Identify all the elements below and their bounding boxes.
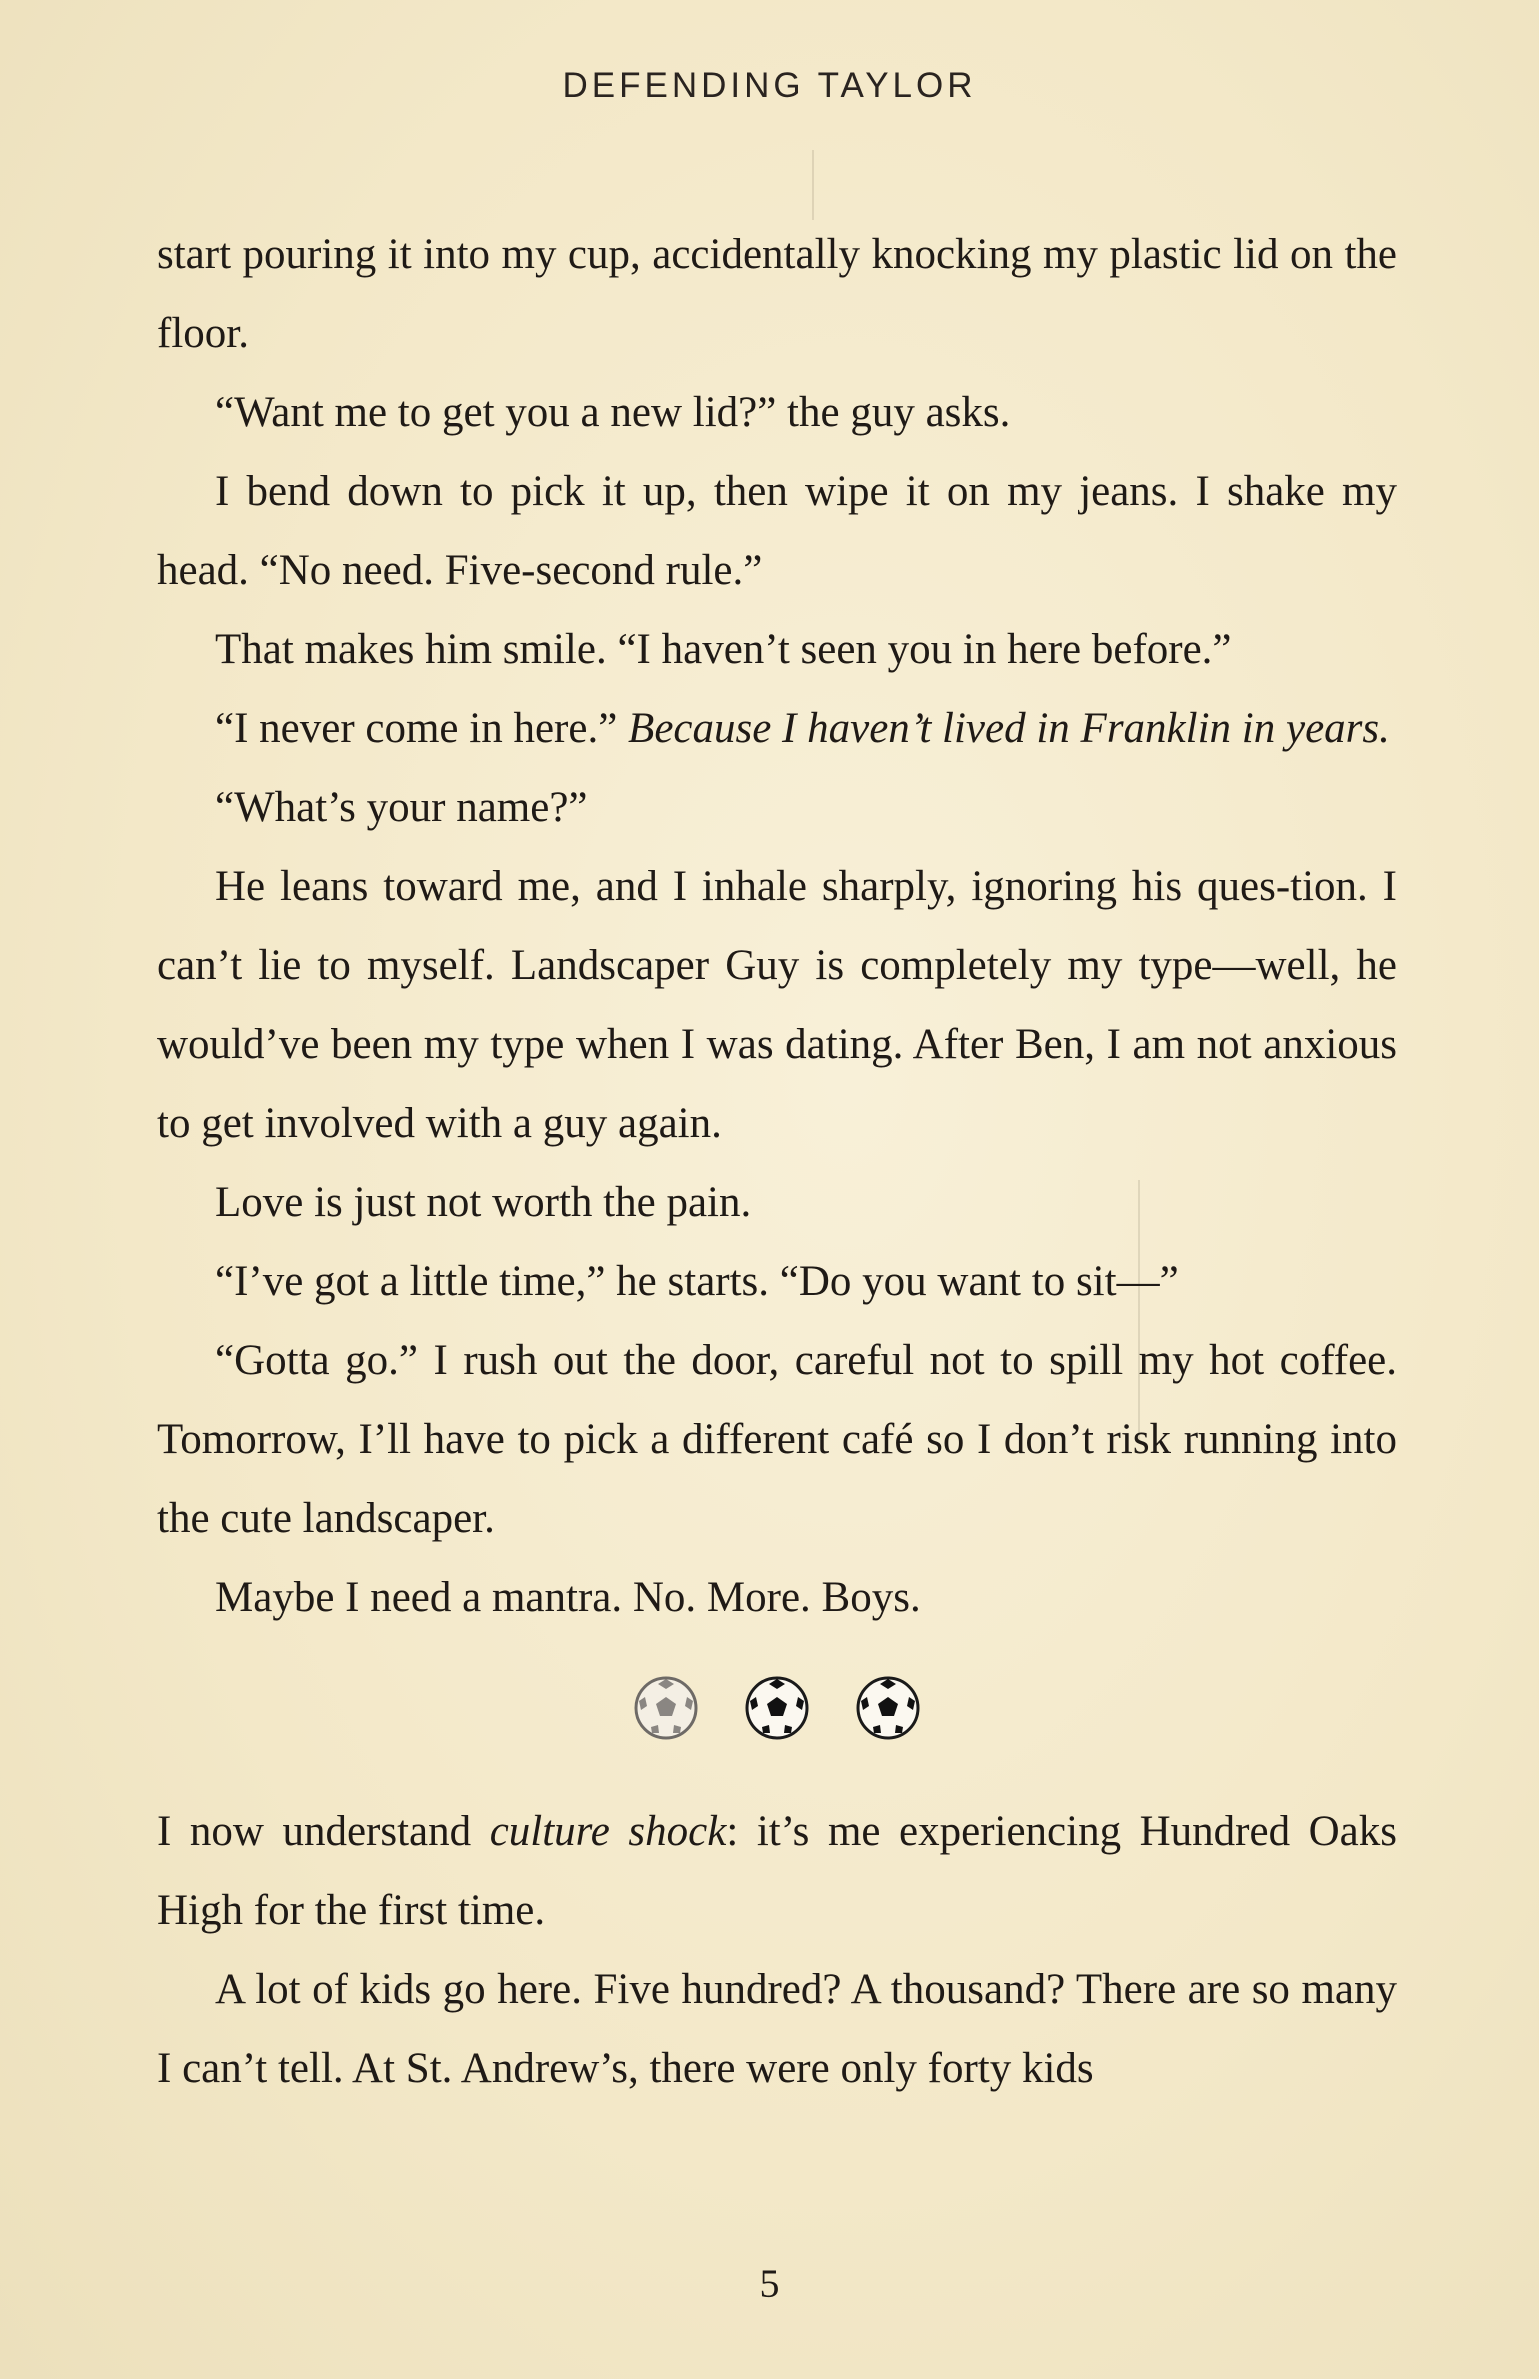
- paragraph: [157, 1792, 1397, 1950]
- body-text: [157, 215, 1397, 2108]
- paragraph: Maybe I need a mantra. No. More. Boys.: [215, 1574, 921, 1621]
- paragraph: “Want me to get you a new lid?” the guy asks.: [215, 389, 1011, 436]
- italic-term: culture shock: [489, 1808, 727, 1855]
- running-header: DEFENDING TAYLOR: [562, 66, 977, 105]
- text-run: I now understand: [157, 1808, 490, 1855]
- paragraph: Love is just not worth the pain.: [215, 1179, 752, 1226]
- paragraph: “Gotta go.” I rush out the door, careful not to spill my hot coffee. Tomorrow, I’ll have to pick a different café so I don’t risk running into the cute landscaper.: [157, 1337, 1397, 1542]
- paragraph: [157, 689, 1397, 768]
- paragraph: start pouring it into my cup, accidentally knocking my plastic lid on the floor.: [157, 231, 1397, 357]
- paragraph: I bend down to pick it up, then wipe it on my jeans. I shake my head. “No need. Five-second rule.”: [157, 468, 1397, 594]
- dialogue-text: “I never come in here.”: [215, 705, 629, 752]
- page-number: 5: [759, 2261, 780, 2306]
- paragraph: A lot of kids go here. Five hundred? A thousand? There are so many I can’t tell. At St. Andrew’s, there were only forty kids: [157, 1966, 1397, 2092]
- paragraph: “What’s your name?”: [215, 784, 588, 831]
- section-break-ornament: [157, 1665, 1397, 1744]
- page-crease: [812, 150, 814, 220]
- italic-thought: Because I haven’t lived in Franklin in years.: [628, 705, 1390, 752]
- soccer-ball-icon: [744, 1675, 810, 1741]
- soccer-ball-icon: [855, 1675, 921, 1741]
- text-run: : it’s me experiencing Hundred Oaks High for the first time.: [157, 1808, 1397, 1934]
- paragraph: “I’ve got a little time,” he starts. “Do you want to sit—”: [215, 1258, 1179, 1305]
- paragraph: That makes him smile. “I haven’t seen you in here before.”: [215, 626, 1232, 673]
- section-break: [157, 1637, 1397, 1792]
- paragraph: He leans toward me, and I inhale sharply, ignoring his ques-tion. I can’t lie to myself. Landscaper Guy is completely my type—well, he would’ve been my type when I was dating. After Ben, I am not anxious to get involved with a guy again.: [157, 863, 1397, 1147]
- soccer-ball-icon: [633, 1675, 699, 1741]
